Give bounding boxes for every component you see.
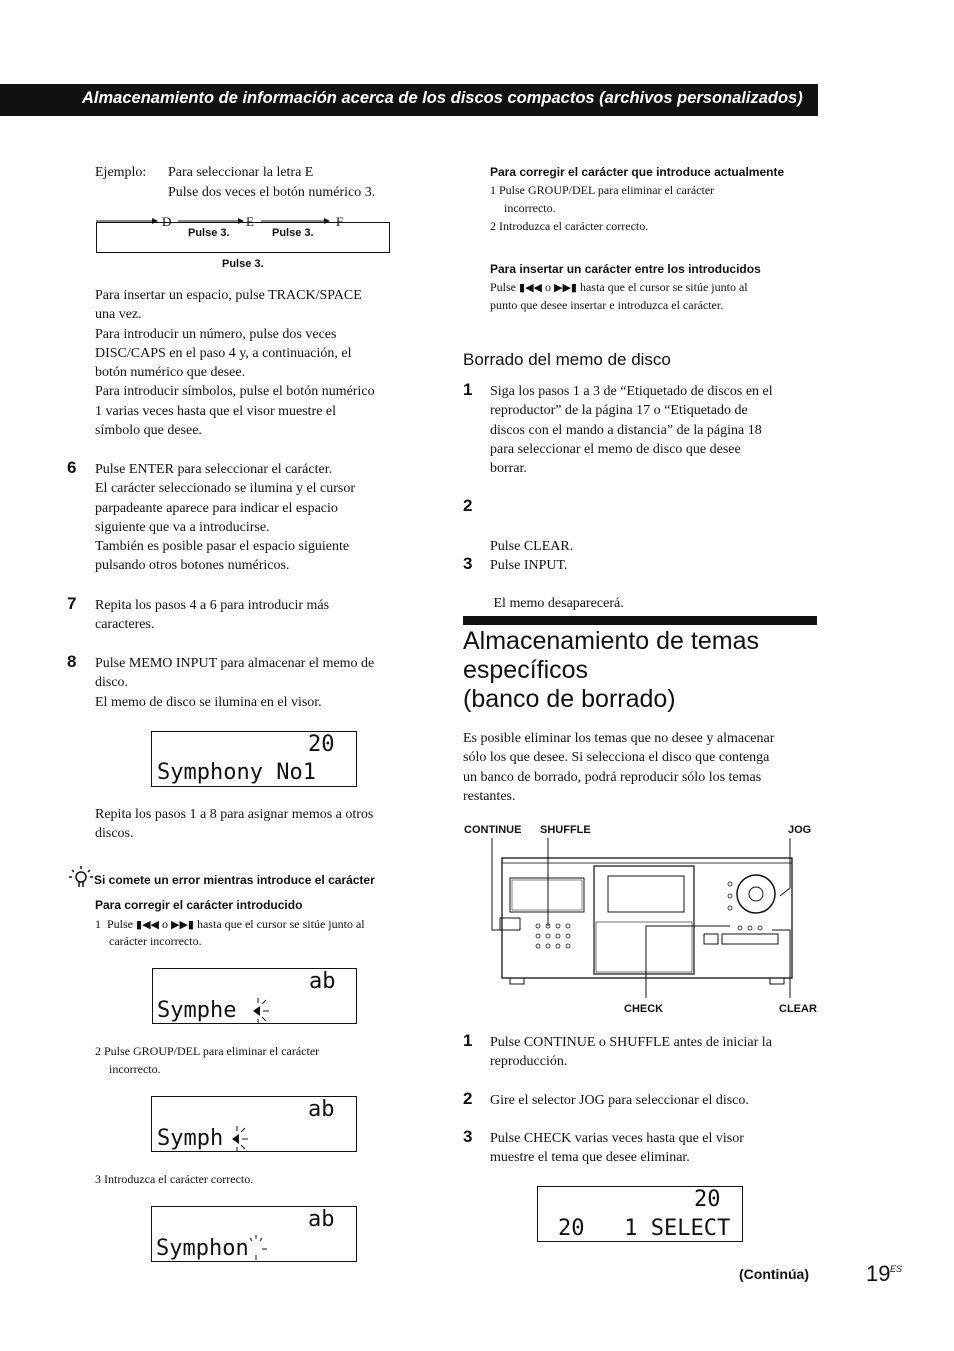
insert-line-2: punto que desee insertar e introduzca el carácter. (490, 298, 724, 312)
pulse-label-b: Pulse 3. (272, 227, 314, 239)
step-line: reproductor” de la página 17 o “Etiquetado de (490, 403, 748, 419)
tip-step-text: o (162, 917, 168, 931)
step-7-number: 7 (67, 594, 77, 613)
step-line: reproducción. (490, 1054, 568, 1070)
para-line: DISC/CAPS en el paso 4 y, a continuación, el (95, 345, 352, 361)
step-8-number: 8 (67, 652, 77, 671)
prev-track-icon: ▮◀◀ (136, 918, 159, 931)
fix-step-1-cont: incorrecto. (504, 201, 556, 215)
insert-title: Para insertar un carácter entre los introducidos (490, 262, 761, 276)
lcd-display-error (152, 968, 357, 1024)
step-8-text (95, 654, 374, 712)
cd-player-illustration (490, 838, 820, 998)
step-line: para seleccionar el memo de disco que desee (490, 441, 741, 457)
lcd-bottom-text: Symphe (157, 998, 237, 1023)
para-line: símbolo que desee. (95, 423, 202, 439)
next-track-icon: ▶▶▮ (171, 918, 194, 931)
step-line: pulsando otros botones numéricos. (95, 558, 290, 574)
section-title-line: Almacenamiento de temas (463, 627, 759, 655)
shuffle-label: SHUFFLE (540, 824, 591, 836)
step-6-number: 6 (67, 458, 77, 477)
erase-step-1-number: 1 (463, 380, 473, 399)
step-line: El memo de disco se ilumina en el visor. (95, 694, 322, 710)
step-line: Repita los pasos 4 a 6 para introducir más (95, 598, 330, 613)
jog-label: JOG (788, 824, 812, 836)
lcd-bottom-text: 20 1 SELECT (558, 1216, 731, 1241)
insert-text: hasta que el cursor se sitúe junto al (579, 280, 748, 294)
tip-step-text: Pulse (107, 917, 134, 931)
page-language: ES (890, 1264, 903, 1274)
fix-title: Para corregir el carácter que introduce actualmente (490, 165, 785, 179)
example-line-1: Para seleccionar la letra E (168, 165, 314, 180)
para-line: discos. (95, 826, 134, 842)
lightbulb-hint-icon (69, 866, 93, 890)
section-title-line: específicos (463, 656, 589, 684)
tip-step-1-cont: carácter incorrecto. (109, 934, 202, 948)
step-6-text (95, 460, 355, 576)
instructions-paragraph (95, 286, 425, 440)
lcd-top-text: 20 (694, 1187, 721, 1212)
lcd-top-text: 20 (308, 732, 335, 757)
step-line: Pulse CONTINUE o SHUFFLE antes de iniciar la (490, 1035, 772, 1050)
pulse-label-c: Pulse 3. (222, 258, 264, 270)
erase-step-3-text: Pulse INPUT. (490, 558, 568, 573)
para-line: Para introducir un número, pulse dos veces (95, 326, 337, 342)
step-line: discos con el mando a distancia” de la página 18 (490, 422, 762, 438)
example-line-2: Pulse dos veces el botón numérico 3. (168, 185, 376, 200)
lcd-bottom-text: Symph (157, 1126, 224, 1151)
lcd-display-memo (151, 731, 357, 787)
fix-step-2: 2 Introduzca el carácter correcto. (490, 219, 649, 233)
para-line: restantes. (463, 788, 516, 804)
intro-paragraph (463, 729, 774, 806)
step-line: Pulse MEMO INPUT para almacenar el memo de (95, 656, 375, 671)
step-line: muestre el tema que desee eliminar. (490, 1150, 690, 1166)
para-line: una vez. (95, 307, 142, 323)
step-line: disco. (95, 675, 129, 691)
page-header-banner (0, 84, 818, 116)
letter-d: D (162, 214, 172, 229)
lcd-bottom-text: Symphon (156, 1236, 249, 1261)
blinking-cursor-icon (248, 1233, 268, 1261)
example-label: Ejemplo: (95, 165, 147, 180)
lcd-display-deleted (151, 1096, 357, 1152)
tip-step-number: 1 (95, 917, 101, 931)
lcd-top-text: ab (308, 1207, 335, 1232)
step-line: Pulse CHECK varias veces hasta que el visor (490, 1131, 744, 1146)
insert-line-1 (490, 278, 748, 297)
step-line: borrar. (490, 461, 527, 477)
step-line: Siga los pasos 1 a 3 de “Etiquetado de discos en el (490, 384, 773, 399)
lcd-display-corrected (151, 1206, 357, 1262)
para-line: botón numérico que desee. (95, 365, 246, 381)
continue-label: CONTINUE (464, 824, 522, 836)
step-3-number: 3 (463, 1127, 473, 1146)
para-line: un banco de borrado, podrá reproducir sólo los temas (463, 769, 762, 785)
para-line: Es posible eliminar los temas que no desee y almacenar (463, 731, 775, 746)
tip-step-text: hasta que el cursor se sitúe junto al (196, 917, 365, 931)
step-3-text (490, 1129, 744, 1168)
lcd-display-select (537, 1186, 743, 1242)
step-line: Pulse CLEAR. (490, 538, 574, 554)
lcd-top-text: ab (308, 1097, 335, 1122)
erase-step-1-text (490, 382, 773, 478)
step-line: El memo desaparecerá. (490, 596, 624, 612)
para-line: Repita los pasos 1 a 8 para asignar memos a otros (95, 807, 374, 822)
letter-e: E (246, 214, 254, 229)
para-line: 1 varias veces hasta que el visor muestre el (95, 403, 337, 419)
tip-subtitle: Para corregir el carácter introducido (95, 898, 303, 912)
fix-step-1: 1 Pulse GROUP/DEL para eliminar el carácter (490, 183, 715, 197)
step-line: parpadeante aparece para indicar el espacio (95, 500, 338, 516)
blinking-cursor-icon (247, 995, 273, 1023)
page-header-title: Almacenamiento de información acerca de los discos compactos (archivos personalizados) (82, 89, 803, 107)
next-track-icon: ▶▶▮ (554, 281, 577, 294)
step-2-number: 2 (463, 1089, 473, 1108)
step-1-number: 1 (463, 1031, 473, 1050)
erase-step-3-number: 3 (463, 554, 473, 573)
step-line: siguiente que va a introducirse. (95, 519, 270, 535)
step-1-text (490, 1033, 772, 1072)
erase-step-2-number: 2 (463, 496, 473, 515)
section-title-line: (banco de borrado) (463, 685, 676, 713)
tip-step-2: 2 Pulse GROUP/DEL para eliminar el carácter (95, 1044, 320, 1058)
step-line: Pulse ENTER para seleccionar el carácter. (95, 462, 333, 477)
insert-text: o (545, 280, 551, 294)
prev-track-icon: ▮◀◀ (519, 281, 542, 294)
step-7-text (95, 596, 329, 635)
step-line: El carácter seleccionado se ilumina y el cursor (95, 481, 356, 497)
section-title (463, 627, 759, 714)
step-2-text: Gire el selector JOG para seleccionar el disco. (490, 1093, 749, 1108)
step-line: caracteres. (95, 617, 155, 633)
tip-step-2-cont: incorrecto. (109, 1062, 161, 1076)
lcd-top-text: ab (309, 969, 336, 994)
repeat-text (95, 805, 373, 844)
tip-step-3: 3 Introduzca el carácter correcto. (95, 1172, 254, 1186)
lcd-bottom-text: Symphony No1 (157, 760, 316, 785)
letter-f: F (336, 214, 344, 229)
para-line: Para introducir símbolos, pulse el botón numérico (95, 384, 375, 400)
pulse-label-a: Pulse 3. (188, 227, 230, 239)
erase-heading: Borrado del memo de disco (463, 350, 671, 369)
insert-text: Pulse (490, 280, 517, 294)
continua-label: (Continúa) (739, 1266, 809, 1282)
check-label: CHECK (624, 1003, 664, 1015)
para-line: Para insertar un espacio, pulse TRACK/SPACE (95, 288, 362, 303)
step-line: También es posible pasar el espacio siguiente (95, 539, 350, 555)
section-rule (463, 616, 817, 625)
para-line: sólo los que desee. Si selecciona el disco que contenga (463, 750, 770, 766)
clear-label: CLEAR (779, 1003, 817, 1015)
page-number: 19 (866, 1261, 891, 1286)
tip-title: Si comete un error mientras introduce el carácter (94, 873, 375, 887)
blinking-cursor-icon (224, 1123, 250, 1151)
